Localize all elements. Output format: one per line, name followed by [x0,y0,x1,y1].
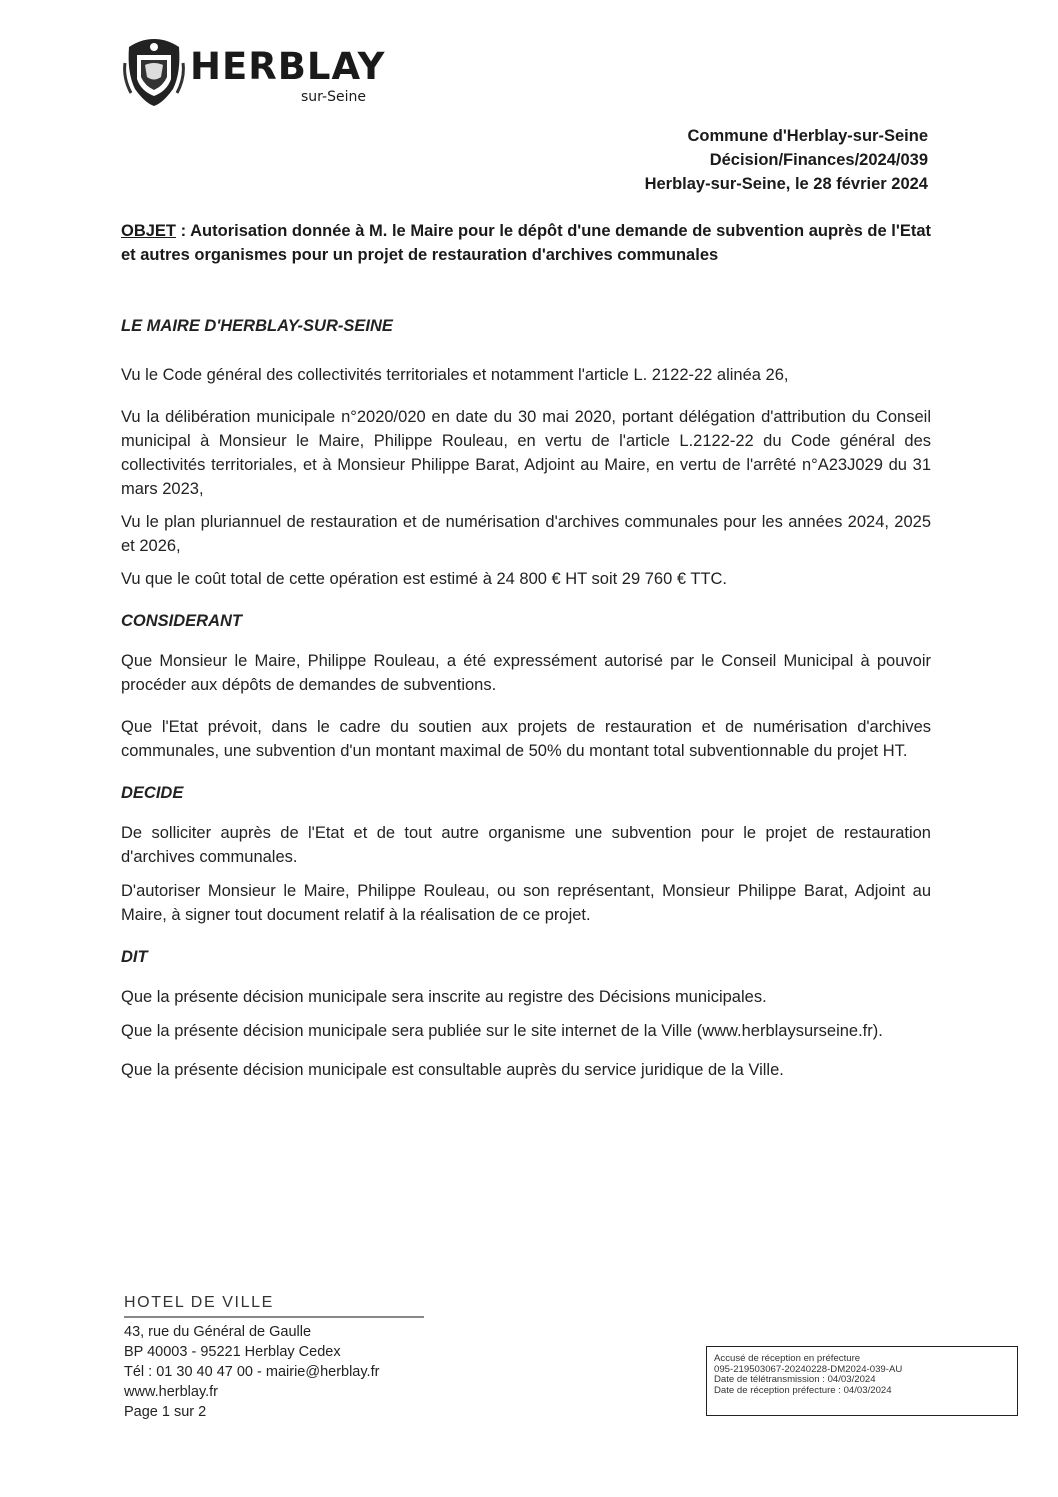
considerant-heading: CONSIDERANT [121,612,243,630]
dit-paragraph: Que la présente décision municipale est consultable auprès du service juridique de la Ville. [121,1061,784,1079]
vu-paragraph: Vu que le coût total de cette opération est estimé à 24 800 € HT soit 29 760 € TTC. [121,570,727,588]
stamp-line: Date de télétransmission : 04/03/2024 [714,1374,876,1385]
logo-name: HERBLAY [190,45,386,88]
considerant-paragraph: Que Monsieur le Maire, Philippe Rouleau, a été expressément autorisé par le Conseil Municipal à pouvoir procéder aux dépôts de demandes de subventions. [121,652,931,694]
vu-paragraph: Vu le plan pluriannuel de restauration et de numérisation d'archives communales pour les années 2024, 2025 et 2026, [121,513,931,555]
subject-text: Autorisation donnée à M. le Maire pour le dépôt d'une demande de subvention auprès de l'Etat et autres organismes pour un projet de restauration d'archives communales [121,222,931,264]
decide-paragraph: De solliciter auprès de l'Etat et de tout autre organisme une subvention pour le projet de restauration d'archives communales. [121,824,931,866]
footer-address-line: 43, rue du Général de Gaulle [124,1324,312,1340]
subject-label: OBJET [121,222,177,240]
logo-subtitle: sur-Seine [301,89,366,105]
maire-heading: LE MAIRE D'HERBLAY-SUR-SEINE [121,317,393,335]
city-crest-icon [123,33,185,108]
stamp-line: Date de réception préfecture : 04/03/2024 [714,1384,892,1396]
stamp-line: Accusé de réception en préfecture [714,1353,861,1364]
document-subject [121,219,931,267]
decide-heading: DECIDE [121,784,184,802]
dit-paragraph: Que la présente décision municipale sera publiée sur le site internet de la Ville (www.herblaysurseine.fr). [121,1022,883,1040]
herblay-logo [123,33,393,108]
decide-paragraph: D'autoriser Monsieur le Maire, Philippe Rouleau, ou son représentant, Monsieur Philippe Barat, Adjoint au Maire, à signer tout document relatif à la réalisation de ce projet. [121,882,931,924]
footer-contact: Tél : 01 30 40 47 00 - mairie@herblay.fr [124,1364,380,1380]
place-date: Herblay-sur-Seine, le 28 février 2024 [644,175,928,193]
considerant-paragraph: Que l'Etat prévoit, dans le cadre du soutien aux projets de restauration et de numérisation d'archives communales, une subvention d'un montant maximal de 50% du montant total subventionnable du projet HT. [121,718,931,760]
footer-title: HOTEL DE VILLE [124,1294,274,1311]
dit-paragraph: Que la présente décision municipale sera inscrite au registre des Décisions municipales. [121,988,767,1006]
subject-separator: : [176,222,191,240]
commune-name: Commune d'Herblay-sur-Seine [687,127,928,145]
vu-paragraph: Vu le Code général des collectivités territoriales et notamment l'article L. 2122-22 alinéa 26, [121,366,789,384]
decision-reference: Décision/Finances/2024/039 [709,151,928,169]
dit-heading: DIT [121,948,148,966]
document-body [121,314,931,1082]
prefecture-receipt-stamp [706,1346,1018,1416]
page-number: Page 1 sur 2 [124,1404,207,1420]
footer-address-line: BP 40003 - 95221 Herblay Cedex [124,1344,341,1360]
document-header [508,124,928,196]
footer-divider [124,1316,424,1318]
footer-website: www.herblay.fr [124,1384,219,1400]
vu-paragraph: Vu la délibération municipale n°2020/020 en date du 30 mai 2020, portant délégation d'attribution du Conseil municipal à Monsieur le Maire, Philippe Rouleau, en vertu de l'article L.2122-22 du Code général des collectivités territoriales, et à Monsieur Philippe Barat, Adjoint au Maire, en vertu de l'arrêté n°A23J029 du 31 mars 2023, [121,408,931,498]
stamp-line: 095-219503067-20240228-DM2024-039-AU [714,1363,903,1375]
footer-address [124,1292,434,1422]
